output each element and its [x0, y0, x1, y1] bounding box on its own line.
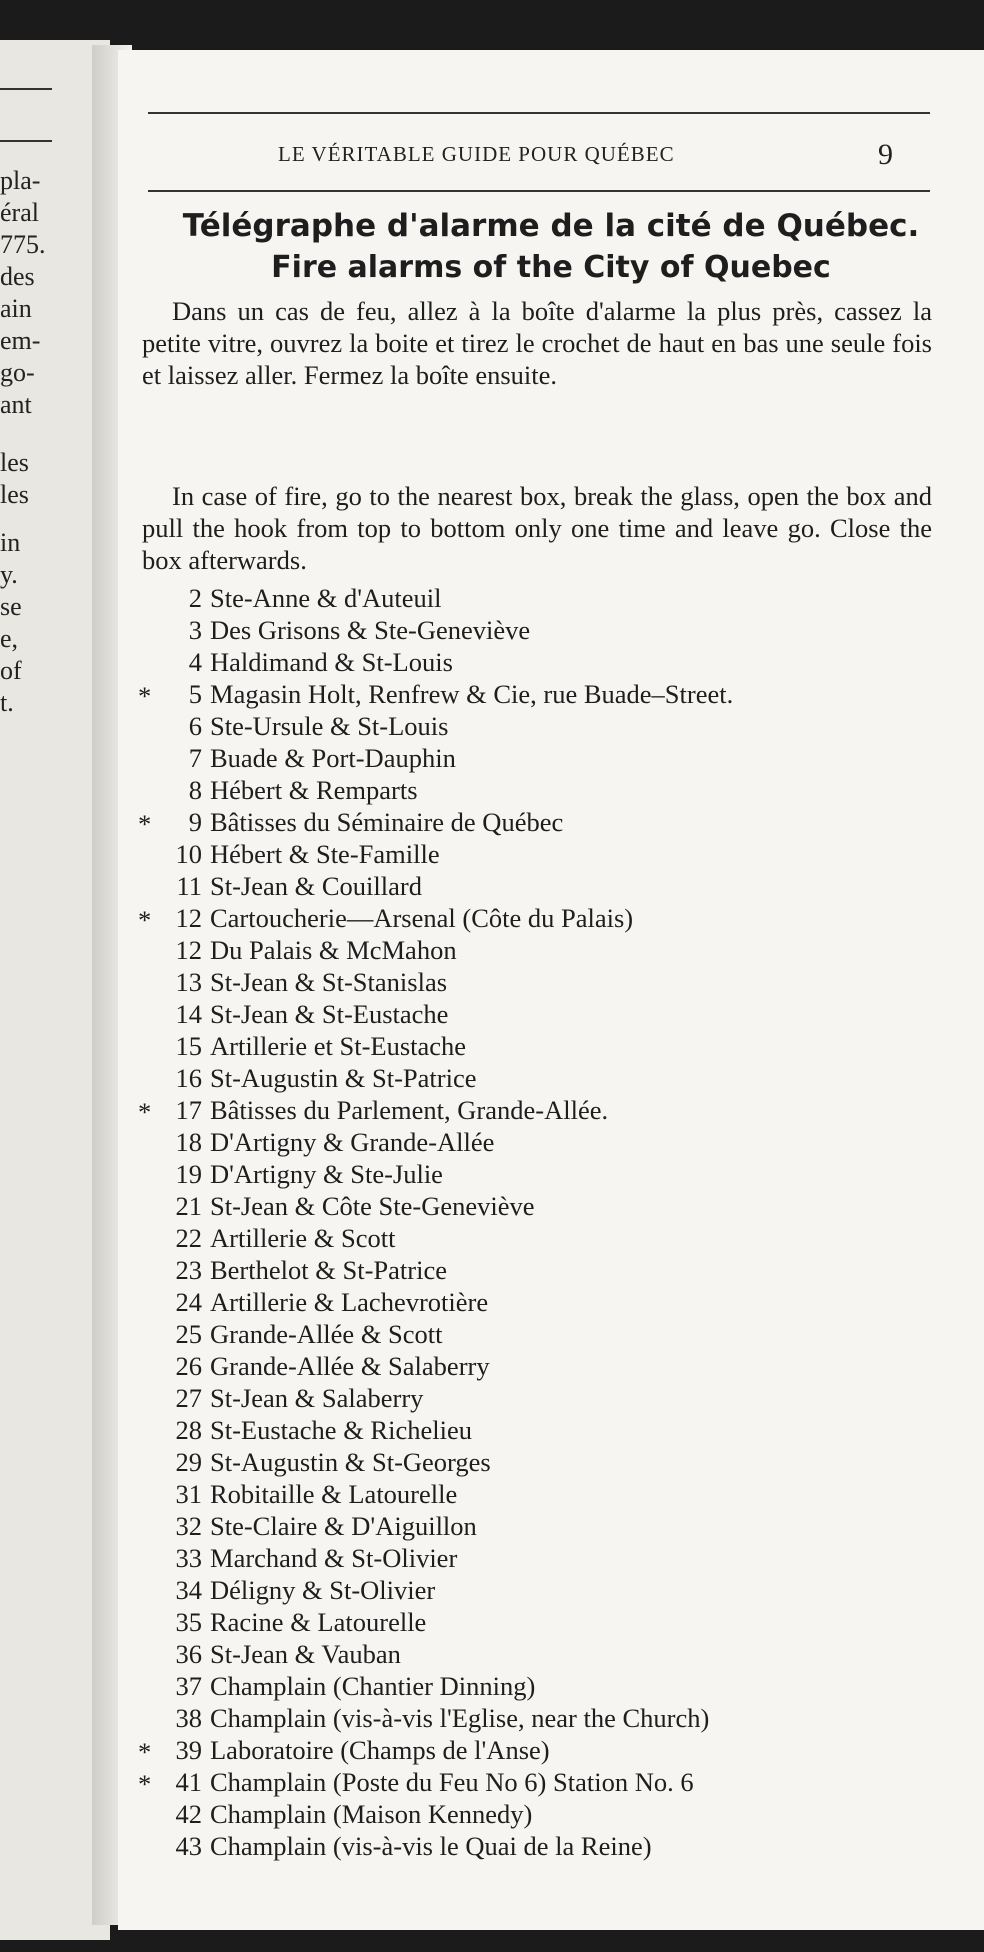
- facing-page-text-fragment: of: [0, 656, 22, 685]
- alarm-location: D'Artigny & Ste-Julie: [210, 1159, 443, 1189]
- facing-page-text-fragment: ant: [0, 390, 32, 419]
- alarm-row: [118, 1799, 984, 1831]
- alarm-number: 28: [175, 1415, 202, 1445]
- alarm-location: Marchand & St-Olivier: [210, 1543, 458, 1573]
- alarm-number: 6: [188, 711, 202, 741]
- alarm-row: [118, 1351, 984, 1383]
- alarm-number: 31: [175, 1479, 202, 1509]
- alarm-location: St-Jean & Vauban: [210, 1639, 401, 1669]
- alarm-row: [118, 743, 984, 775]
- alarm-number: 33: [175, 1543, 202, 1573]
- alarm-location: Buade & Port-Dauphin: [210, 743, 456, 773]
- facing-page-text-fragment: em-: [0, 326, 41, 355]
- alarm-location: Ste-Ursule & St-Louis: [210, 711, 449, 741]
- alarm-number: 5: [188, 679, 202, 709]
- facing-page-rule: [0, 88, 52, 90]
- alarm-row: [118, 1095, 984, 1127]
- alarm-number: 3: [188, 615, 202, 645]
- important-marker: *: [138, 1097, 152, 1127]
- alarm-number: 25: [175, 1319, 202, 1349]
- alarm-row: [118, 1479, 984, 1511]
- facing-page-text-fragment: se: [0, 592, 22, 621]
- alarm-number: 7: [188, 743, 202, 773]
- alarm-row: [118, 807, 984, 839]
- alarm-number: 27: [175, 1383, 202, 1413]
- facing-page-text-fragment: pla-: [0, 166, 41, 195]
- alarm-number: 38: [175, 1703, 202, 1733]
- alarm-number: 16: [175, 1063, 202, 1093]
- alarm-number: 34: [175, 1575, 202, 1605]
- alarm-row: [118, 711, 984, 743]
- alarm-location: Champlain (vis-à-vis l'Eglise, near the Church): [210, 1703, 710, 1733]
- alarm-row: [118, 1447, 984, 1479]
- important-marker: *: [138, 1737, 152, 1767]
- facing-page-text-fragment: les: [0, 480, 29, 509]
- alarm-number: 32: [175, 1511, 202, 1541]
- instructions-english: In case of fire, go to the nearest box, break the glass, open the box and pull the hook from top to bottom only one time and leave go. Close the box afterwards.: [142, 481, 932, 575]
- alarm-row: [118, 1767, 984, 1799]
- alarm-row: [118, 1383, 984, 1415]
- alarm-row: [118, 1575, 984, 1607]
- important-marker: *: [138, 809, 152, 839]
- facing-page-text-fragment: in: [0, 528, 21, 557]
- alarm-number: 14: [175, 999, 202, 1029]
- instructions-french: Dans un cas de feu, allez à la boîte d'alarme la plus près, cassez la petite vitre, ouvrez la boite et tirez le crochet de haut en bas une seule fois et laissez aller. Fermez la boîte ensuite.: [142, 296, 932, 390]
- alarm-number: 22: [175, 1223, 202, 1253]
- alarm-location: Magasin Holt, Renfrew & Cie, rue Buade–Street.: [210, 679, 734, 709]
- alarm-row: [118, 1191, 984, 1223]
- alarm-number: 35: [175, 1607, 202, 1637]
- alarm-row: [118, 1511, 984, 1543]
- alarm-row: [118, 615, 984, 647]
- facing-page-text-fragment: e,: [0, 624, 19, 653]
- alarm-row: [118, 839, 984, 871]
- alarm-number: 23: [175, 1255, 202, 1285]
- alarm-location: St-Jean & Couillard: [210, 871, 422, 901]
- alarm-location: Champlain (Poste du Feu No 6) Station No. 6: [210, 1767, 694, 1797]
- alarm-location: Cartoucherie—Arsenal (Côte du Palais): [210, 903, 634, 933]
- alarm-location: St-Augustin & St-Georges: [210, 1447, 491, 1477]
- alarm-location: Bâtisses du Parlement, Grande-Allée.: [210, 1095, 609, 1125]
- alarm-number: 24: [175, 1287, 202, 1317]
- section-title-english: Fire alarms of the City of Quebec: [271, 250, 831, 285]
- alarm-number: 29: [175, 1447, 202, 1477]
- alarm-location: St-Jean & St-Eustache: [210, 999, 449, 1029]
- alarm-number: 41: [175, 1767, 202, 1797]
- alarm-location: Bâtisses du Séminaire de Québec: [210, 807, 564, 837]
- alarm-number: 21: [175, 1191, 202, 1221]
- alarm-row: [118, 871, 984, 903]
- alarm-location: Grande-Allée & Scott: [210, 1319, 443, 1349]
- alarm-row: [118, 1031, 984, 1063]
- facing-page-text-fragment: y.: [0, 560, 18, 589]
- facing-page-text-fragment: les: [0, 448, 29, 477]
- alarm-location: Artillerie et St-Eustache: [210, 1031, 467, 1061]
- alarm-number: 4: [188, 647, 202, 677]
- alarm-location: Artillerie & Lachevrotière: [210, 1287, 489, 1317]
- alarm-number: 37: [175, 1671, 202, 1701]
- alarm-row: [118, 1127, 984, 1159]
- alarm-row: [118, 935, 984, 967]
- alarm-location: Ste-Anne & d'Auteuil: [210, 583, 442, 613]
- alarm-number: 39: [175, 1735, 202, 1765]
- running-head-title: LE VÉRITABLE GUIDE POUR QUÉBEC: [278, 142, 675, 166]
- alarm-row: [118, 903, 984, 935]
- alarm-row: [118, 1319, 984, 1351]
- alarm-location: Déligny & St-Olivier: [210, 1575, 436, 1605]
- alarm-location: Champlain (Chantier Dinning): [210, 1671, 536, 1701]
- alarm-row: [118, 679, 984, 711]
- header-rule-top: [148, 112, 930, 114]
- alarm-location: Du Palais & McMahon: [210, 935, 457, 965]
- section-title-french: Télégraphe d'alarme de la cité de Québec.: [182, 208, 920, 244]
- alarm-location: St-Jean & St-Stanislas: [210, 967, 448, 997]
- alarm-number: 9: [188, 807, 202, 837]
- alarm-number: 26: [175, 1351, 202, 1381]
- alarm-row: [118, 647, 984, 679]
- facing-page-text-fragment: ain: [0, 294, 32, 323]
- alarm-row: [118, 1255, 984, 1287]
- facing-page-text-fragment: go-: [0, 358, 35, 387]
- alarm-number: 19: [175, 1159, 202, 1189]
- facing-page-rule: [0, 140, 52, 142]
- alarm-number: 13: [175, 967, 202, 997]
- alarm-row: [118, 1063, 984, 1095]
- alarm-number: 43: [175, 1831, 202, 1861]
- alarm-location: St-Eustache & Richelieu: [210, 1415, 472, 1445]
- alarm-row: [118, 999, 984, 1031]
- alarm-row: [118, 1607, 984, 1639]
- alarm-number: 10: [175, 839, 202, 869]
- alarm-location: Grande-Allée & Salaberry: [210, 1351, 490, 1381]
- alarm-number: 2: [188, 583, 202, 613]
- alarm-number: 36: [175, 1639, 202, 1669]
- book-page: [118, 50, 984, 1930]
- alarm-location: Des Grisons & Ste-Geneviève: [210, 615, 531, 645]
- header-rule-bottom: [148, 190, 930, 192]
- alarm-number: 12: [175, 903, 202, 933]
- alarm-location: Robitaille & Latourelle: [210, 1479, 458, 1509]
- alarm-location: Champlain (vis-à-vis le Quai de la Reine): [210, 1831, 652, 1861]
- alarm-row: [118, 1831, 984, 1863]
- alarm-location: Hébert & Ste-Famille: [210, 839, 440, 869]
- alarm-location: Hébert & Remparts: [210, 775, 418, 805]
- alarm-location: Haldimand & St-Louis: [210, 647, 453, 677]
- alarm-row: [118, 1159, 984, 1191]
- alarm-row: [118, 1287, 984, 1319]
- alarm-row: [118, 1415, 984, 1447]
- alarm-number: 15: [175, 1031, 202, 1061]
- alarm-location: Laboratoire (Champs de l'Anse): [210, 1735, 550, 1765]
- alarm-location: D'Artigny & Grande-Allée: [210, 1127, 495, 1157]
- alarm-number: 8: [188, 775, 202, 805]
- facing-page-text-fragment: 775.: [0, 230, 46, 259]
- facing-page-text-fragment: éral: [0, 198, 39, 227]
- page-number: 9: [878, 138, 893, 171]
- alarm-row: [118, 1703, 984, 1735]
- alarm-row: [118, 967, 984, 999]
- alarm-location: St-Jean & Salaberry: [210, 1383, 424, 1413]
- alarm-location: Racine & Latourelle: [210, 1607, 427, 1637]
- alarm-location: Ste-Claire & D'Aiguillon: [210, 1511, 477, 1541]
- alarm-row: [118, 1543, 984, 1575]
- alarm-row: [118, 1671, 984, 1703]
- alarm-number: 11: [176, 871, 202, 901]
- alarm-number: 18: [175, 1127, 202, 1157]
- alarm-location: St-Augustin & St-Patrice: [210, 1063, 477, 1093]
- important-marker: *: [138, 1769, 152, 1799]
- alarm-location: Artillerie & Scott: [210, 1223, 396, 1253]
- alarm-location: St-Jean & Côte Ste-Geneviève: [210, 1191, 535, 1221]
- alarm-row: [118, 583, 984, 615]
- important-marker: *: [138, 905, 152, 935]
- facing-page-text-fragment: t.: [0, 688, 14, 717]
- alarm-location: Champlain (Maison Kennedy): [210, 1799, 533, 1829]
- important-marker: *: [138, 681, 152, 711]
- alarm-row: [118, 1735, 984, 1767]
- facing-page-text-fragment: des: [0, 262, 35, 291]
- alarm-number: 17: [175, 1095, 202, 1125]
- alarm-number: 42: [175, 1799, 202, 1829]
- alarm-row: [118, 1639, 984, 1671]
- alarm-row: [118, 1223, 984, 1255]
- alarm-box-list: [118, 583, 984, 1863]
- alarm-number: 12: [175, 935, 202, 965]
- alarm-location: Berthelot & St-Patrice: [210, 1255, 447, 1285]
- alarm-row: [118, 775, 984, 807]
